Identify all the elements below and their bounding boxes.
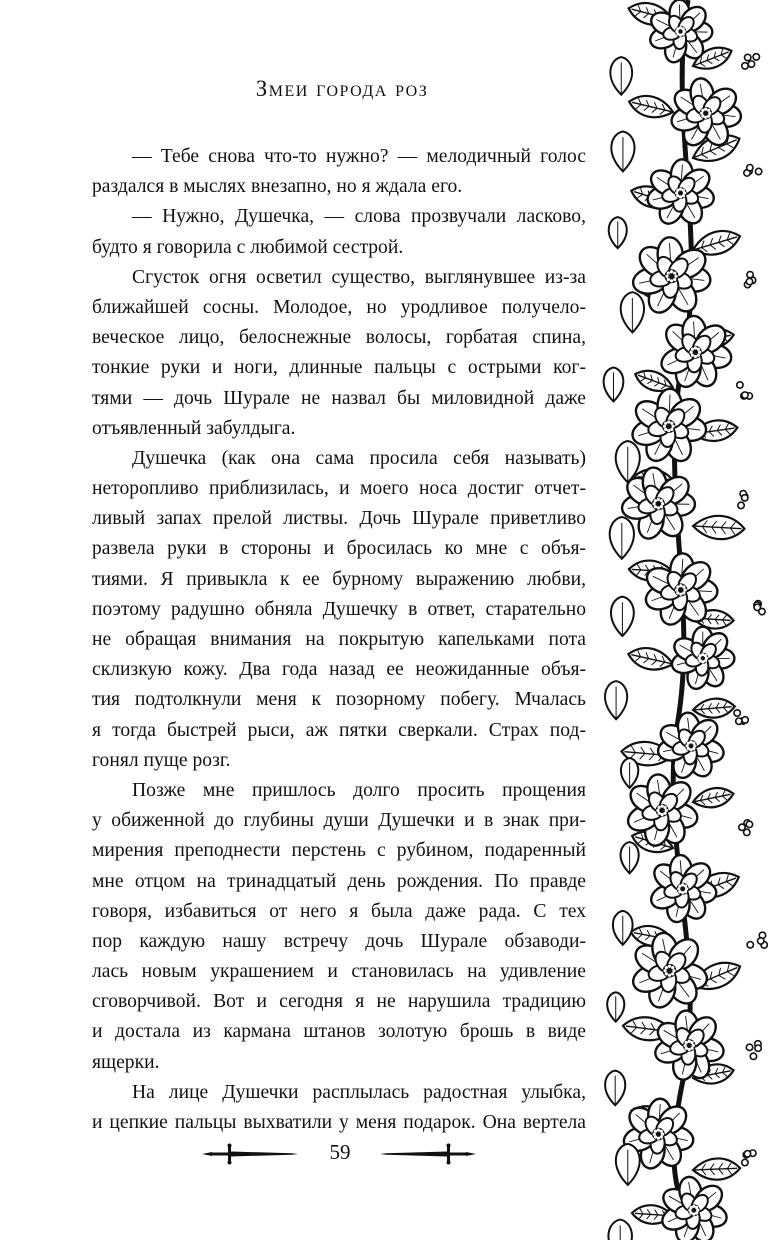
text-line: Позже мне пришлось долго просить прощения	[132, 779, 586, 801]
text-line: лась новым украшением и становилась на удивление	[92, 961, 586, 983]
text-line: будто я говорила с любимой сестрой.	[92, 236, 404, 258]
text-line: и цепкие пальцы выхватили у меня подарок. Она вертела	[92, 1112, 586, 1133]
text-line: пор каждую нашу встречу дочь Шурале обзаводи-	[92, 930, 586, 952]
text-line: раздался в мыслях внезапно, но я ждала его.	[92, 176, 463, 198]
text-line: я тогда быстрей рыси, аж пятки сверкали. Страх под-	[92, 719, 586, 741]
text-line: мне отцом на тринадцатый день рождения. По правде	[92, 870, 586, 892]
text-line: отъявленный забулдыга.	[92, 417, 296, 439]
text-line: На лице Душечки расплылась радостная улыбка,	[132, 1081, 586, 1103]
text-line: тиями. Я привыкла к ее бурному выражению любви,	[92, 568, 586, 590]
text-line: не обращая внимания на покрытую капельками пота	[92, 629, 586, 650]
text-line: тонкие руки и ноги, длинные пальцы с острыми ког-	[92, 357, 586, 379]
dagger-right-icon	[378, 1142, 478, 1166]
page-footer	[200, 1136, 480, 1172]
dagger-left-icon	[200, 1142, 300, 1166]
text-line: мирения преподнести перстень с рубином, подаренный	[92, 840, 586, 862]
text-line: поэтому радушно обняла Душечку в ответ, старательно	[92, 598, 586, 620]
text-line: веческое лицо, белоснежные волосы, горбатая спина,	[92, 327, 586, 349]
text-line: тями — дочь Шурале не назвал бы миловидной даже	[92, 387, 586, 409]
text-line: ящерки.	[92, 1051, 160, 1073]
text-line: сговорчивой. Вот и сегодня я не нарушила традицию	[92, 991, 586, 1013]
text-line: Душечка (как она сама просила себя называть)	[132, 447, 586, 469]
text-line: неторопливо приблизилась, и моего носа достиг отчет-	[92, 478, 586, 500]
running-header: Змеи города роз	[255, 76, 429, 101]
text-line: и достала из кармана штанов золотую брошь в виде	[92, 1021, 586, 1043]
text-line: ближайшей сосны. Молодое, но уродливое получело-	[92, 296, 586, 318]
text-line: говоря, избавиться от него я была даже рада. С тех	[92, 900, 586, 922]
text-line: тия подтолкнули меня к позорному побегу. Мчалась	[92, 689, 586, 711]
text-line: ливый запах прелой листвы. Дочь Шурале приветливо	[92, 508, 586, 530]
text-line: Сгусток огня осветил существо, выглянувшее из-за	[132, 266, 586, 288]
text-line: — Тебе снова что-то нужно? — мелодичный голос	[132, 146, 586, 167]
text-line: гонял пуще розг.	[92, 749, 231, 771]
text-line: — Нужно, Душечка, — слова прозвучали ласково,	[132, 206, 586, 228]
text-line: развела руки в стороны и бросилась ко мне с объя-	[92, 538, 586, 560]
text-line: у обиженной до глубины души Душечки и в знак при-	[92, 810, 586, 832]
page-number: 59	[329, 1140, 351, 1164]
floral-border-icon	[598, 0, 768, 1240]
body-text	[92, 142, 586, 1138]
text-line: склизкую кожу. Два года назад ее неожиданные объя-	[92, 659, 586, 681]
